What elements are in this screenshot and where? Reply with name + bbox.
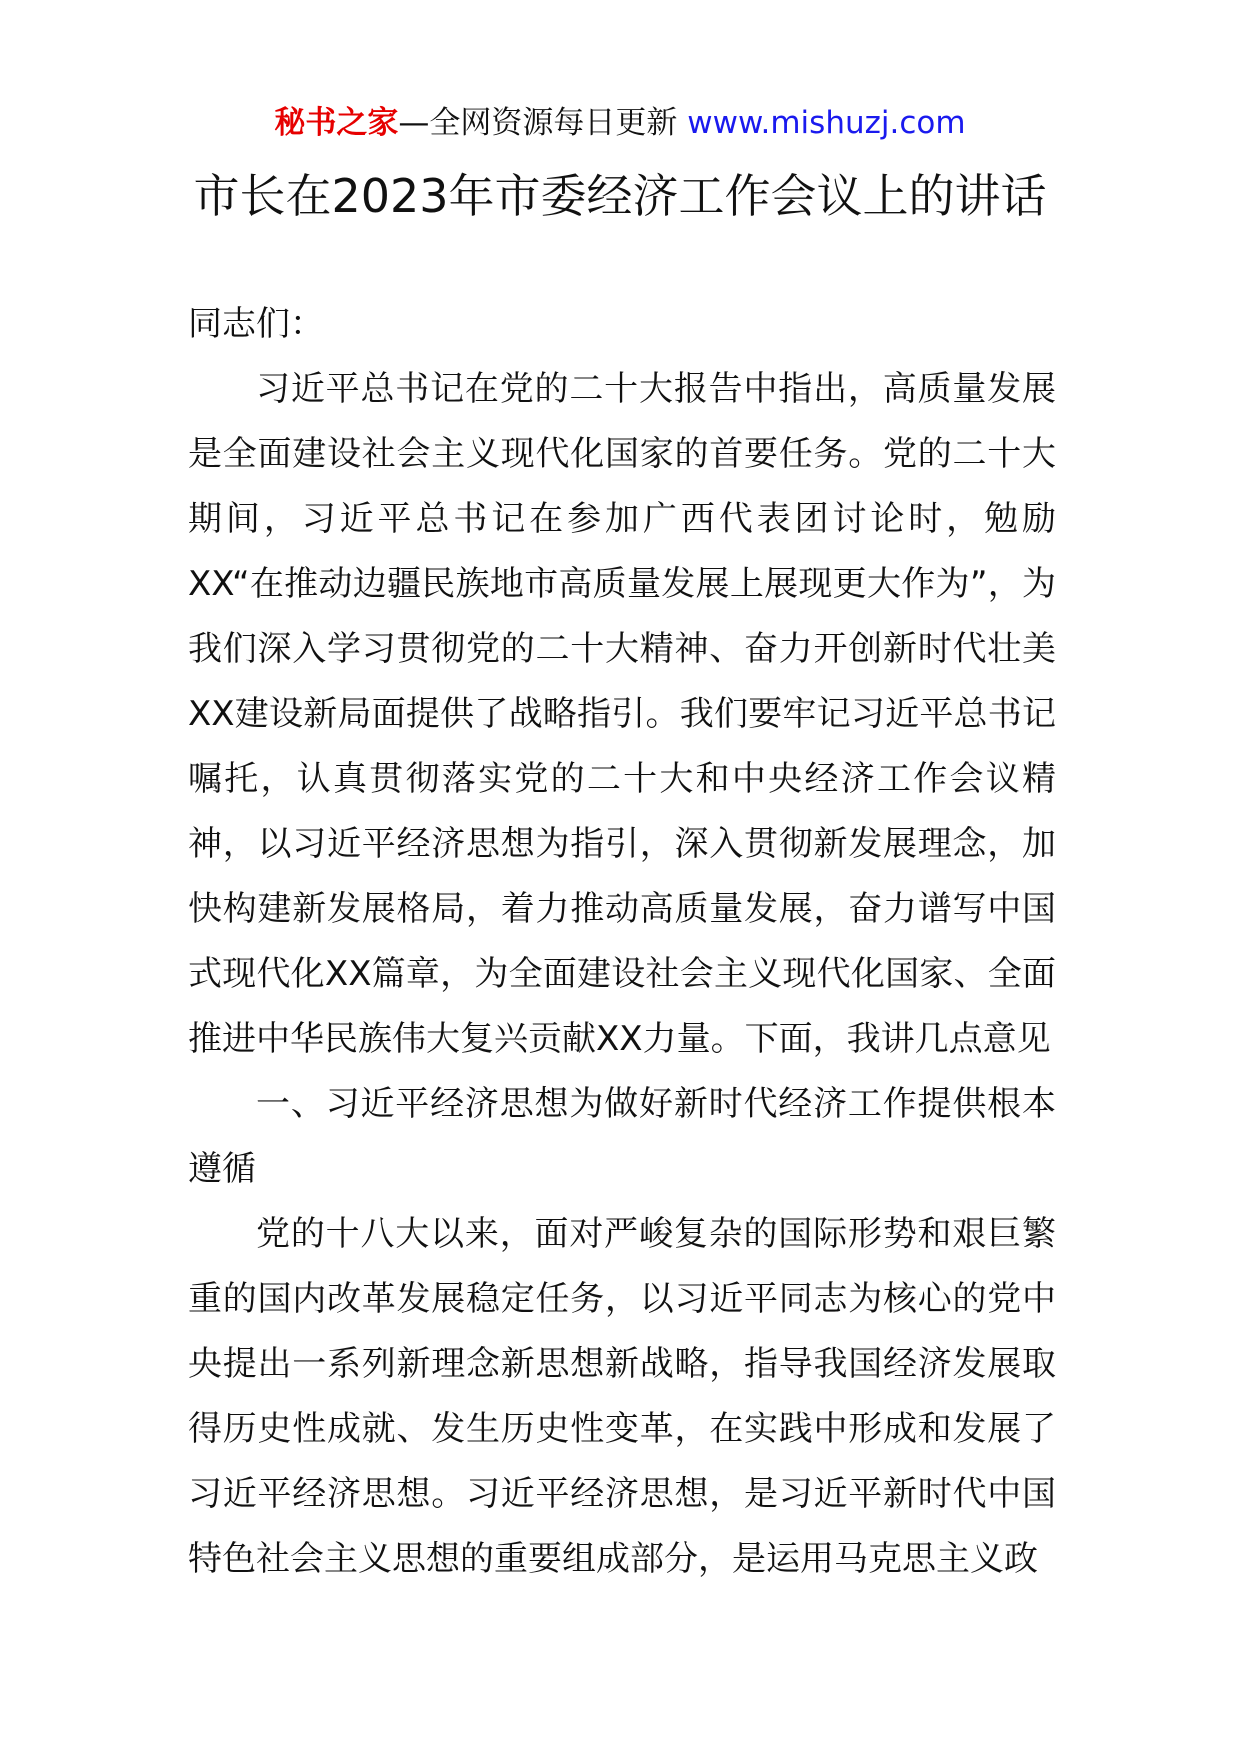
header-slogan: —全网资源每日更新 [398,105,678,141]
brand-name: 秘书之家 [274,105,399,141]
document-title: 市长在2023年市委经济工作会议上的讲话 [193,169,1047,223]
paragraph-section-1: 党的十八大以来，面对严峻复杂的国际形势和艰巨繁重的国内改革发展稳定任务，以习近平同志为核心的党中央提出一系列新理念新思想新战略，指导我国经济发展取得历史性成就、发生历史性变革，在实践中形成和发展了习近平经济思想。习近平经济思想，是习近平新时代中国特色社会主义思想的重要组成部分，是运用马克思主义政 [188,1214,1056,1579]
document-body [188,292,1056,1592]
section-heading-1: 一、习近平经济思想为做好新时代经济工作提供根本遵循 [188,1084,1056,1189]
paragraph-intro: 习近平总书记在党的二十大报告中指出，高质量发展是全面建设社会主义现代化国家的首要任务。党的二十大期间，习近平总书记在参加广西代表团讨论时，勉励XX“在推动边疆民族地市高质量发展上展现更大作为”，为我们深入学习贯彻党的二十大精神、奋力开创新时代壮美XX建设新局面提供了战略指引。我们要牢记习近平总书记嘱托，认真贯彻落实党的二十大和中央经济工作会议精神，以习近平经济思想为指引，深入贯彻新发展理念，加快构建新发展格局，着力推动高质量发展，奋力谱写中国式现代化XX篇章，为全面建设社会主义现代化国家、全面推进中华民族伟大复兴贡献XX力量。下面，我讲几点意见 [188,369,1056,1059]
site-header [0,100,1240,146]
site-url[interactable]: www.mishuzj.com [687,105,966,141]
salutation: 同志们： [188,304,324,344]
